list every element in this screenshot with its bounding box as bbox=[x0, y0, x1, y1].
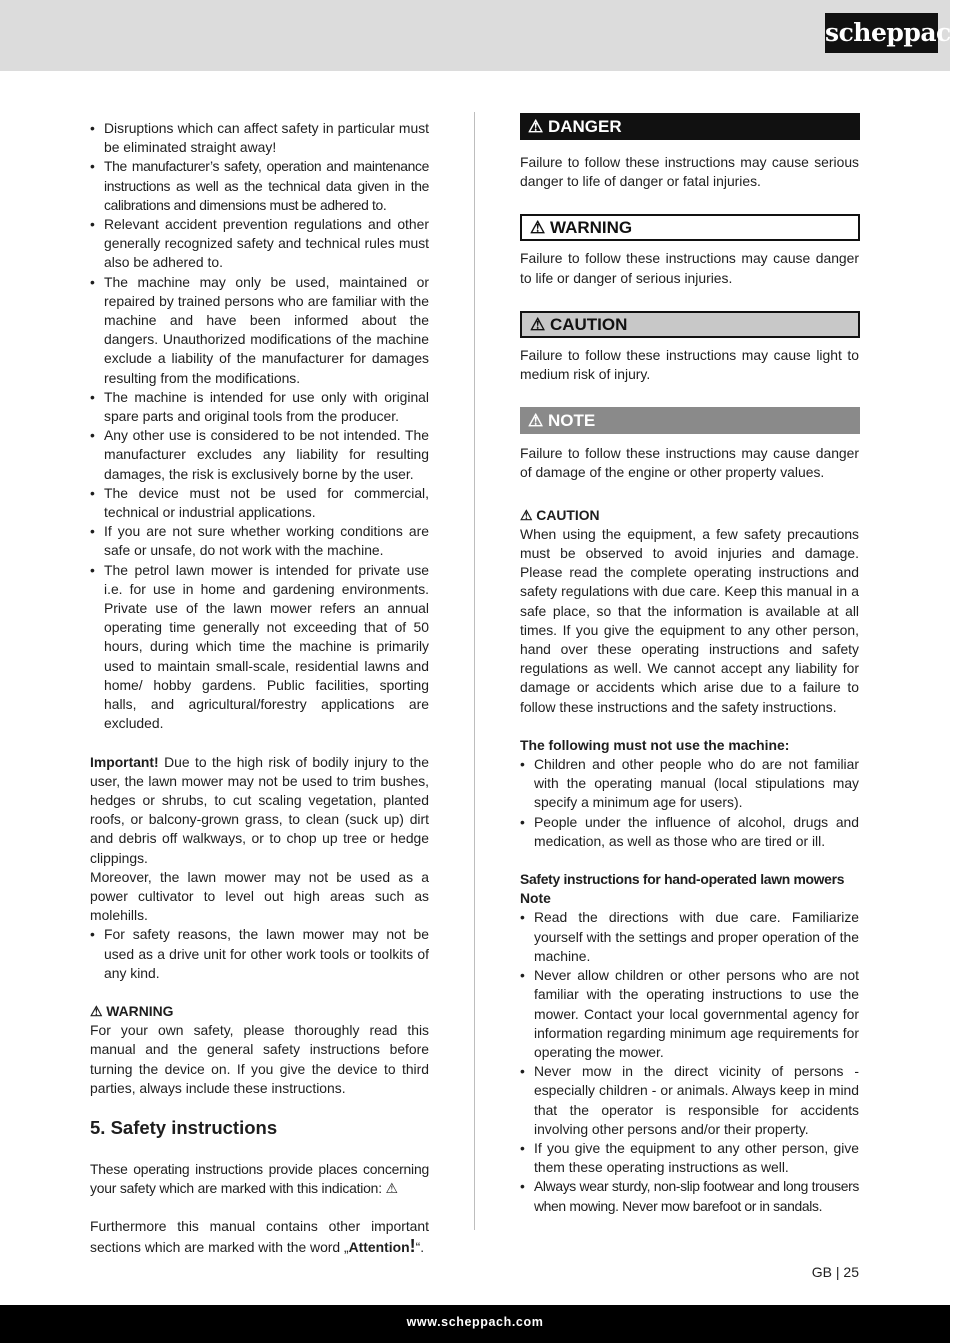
footer-bar bbox=[0, 1305, 950, 1343]
warning-label-box: ⚠ WARNING bbox=[520, 214, 860, 241]
section-title: 5. Safety instructions bbox=[90, 1116, 278, 1138]
warning-text: Failure to follow these instructions may cause danger to life or danger of serious injuries. bbox=[520, 250, 859, 286]
list-item: • Never allow children or other persons who are not familiar with the operating instructions to use the mower. Contact your local governmental agency for information regarding minimum age requirements for operating the mower. bbox=[520, 966, 859, 1062]
hand-mower-list bbox=[520, 908, 859, 1215]
list-item: • If you are not sure whether working conditions are safe or unsafe, do not work with the machine. bbox=[90, 522, 429, 560]
left-column bbox=[90, 119, 429, 1257]
important-text: Due to the high risk of bodily injury to the user, the lawn mower may not be used to trim bushes, hedges or shrubs, to cut scaling vegetation, planted roofs, or balcony-grown grass, to clean (suck up) dirt and debris off walkways, or to chop up tree or hedge clippings. bbox=[90, 753, 429, 866]
list-item: • Relevant accident prevention regulations and other generally recognized safety and technical rules must also be adhered to. bbox=[90, 215, 429, 273]
list-item: • The device must not be used for commercial, technical or industrial applications. bbox=[90, 484, 429, 522]
moreover-paragraph: Moreover, the lawn mower may not be used as a power cultivator to level out high areas such as molehills. bbox=[90, 868, 429, 924]
list-item: • Children and other people who do are not familiar with the operating manual (local stipulations may specify a minimum age for users). bbox=[520, 755, 859, 813]
important-paragraph bbox=[90, 753, 429, 868]
attention-suffix: “. bbox=[415, 1238, 425, 1255]
safety-bullet-list bbox=[90, 119, 429, 734]
danger-label-box: ⚠ DANGER bbox=[520, 113, 860, 140]
attention-mark: ! bbox=[409, 1235, 416, 1256]
drive-unit-list bbox=[90, 925, 429, 983]
list-item: • Disruptions which can affect safety in particular must be eliminated straight away! bbox=[90, 119, 429, 157]
attention-word: Attention bbox=[348, 1238, 410, 1255]
column-divider bbox=[474, 112, 475, 1230]
caution-text: Failure to follow these instructions may cause light to medium risk of injury. bbox=[520, 346, 859, 383]
list-item: • Any other use is considered to be not intended. The manufacturer excludes any liability for resulting damages, the risk is exclusively borne by the user. bbox=[90, 426, 429, 484]
danger-text: Failure to follow these instructions may cause serious danger to life of danger or fatal injuries. bbox=[520, 154, 859, 190]
list-item: • Read the directions with due care. Familiarize yourself with the settings and proper operation of the machine. bbox=[520, 908, 859, 966]
page-number: GB | 25 bbox=[811, 1264, 859, 1280]
footer-url-link[interactable]: www.scheppach.com bbox=[406, 1315, 544, 1329]
warning-paragraph: For your own safety, please thoroughly read this manual and the general safety instructions before turning the device on. If you give the device to third parties, always include these instructions. bbox=[90, 1022, 429, 1096]
note-label-box: ⚠ NOTE bbox=[520, 407, 860, 434]
list-item: • If you give the equipment to any other person, give them these operating instructions as well. bbox=[520, 1139, 859, 1177]
note-subheading: Note bbox=[520, 890, 551, 907]
right-column bbox=[520, 113, 859, 1216]
attention-paragraph bbox=[90, 1217, 429, 1256]
list-item: • The manufacturer’s safety, operation and maintenance instructions as well as the technical data given in the calibrations and dimensions must be adhered to. bbox=[90, 157, 429, 215]
not-use-list bbox=[520, 755, 859, 851]
list-item: • Always wear sturdy, non-slip footwear and long trousers when mowing. Never mow barefoot or in sandals. bbox=[520, 1177, 859, 1215]
caution-label-box: ⚠ CAUTION bbox=[520, 311, 860, 338]
caution-body: When using the equipment, a few safety precautions must be observed to avoid injuries and damage. Please read the complete operating instructions and safety regulations with due care. Keep this manual in a safe place, so that the information is available at all times. If you give the equipment to any other person, hand over these operating instructions and safety regulations as well. We cannot accept any liability for damage or accidents which arise due to a failure to follow these instructions and the safety instructions. bbox=[520, 525, 859, 715]
brand-logo: scheppach bbox=[825, 13, 938, 53]
list-item: • People under the influence of alcohol, drugs and medication, as well as those who are tired or ill. bbox=[520, 813, 859, 851]
attention-prefix: Furthermore this manual contains other important sections which are marked with the word „ bbox=[90, 1218, 429, 1255]
list-item: • The petrol lawn mower is intended for private use i.e. for use in home and gardening environments. Private use of the lawn mower refers an annual operating time generally not exceeding that of 50 hours, during which time the machine is primarily used to maintain small-scale, residential lawns and home/ hobby gardens. Public facilities, sporting halls, and agricultural/forestry applications are excluded. bbox=[90, 561, 429, 734]
important-label: Important! bbox=[90, 753, 159, 770]
list-item: • Never mow in the direct vicinity of persons - especially children - or animals. Always keep in mind that the operator is responsible for accidents involving other persons and/or their property. bbox=[520, 1062, 859, 1139]
list-item: • For safety reasons, the lawn mower may not be used as a drive unit for other work tools or toolkits of any kind. bbox=[90, 925, 429, 983]
list-item: • The machine is intended for use only with original spare parts and original tools from the producer. bbox=[90, 388, 429, 426]
warning-heading: ⚠ WARNING bbox=[90, 1002, 174, 1019]
note-text: Failure to follow these instructions may cause danger of damage of the engine or other property values. bbox=[520, 445, 859, 481]
section-intro: These operating instructions provide places concerning your safety which are marked with this indication: ⚠ bbox=[90, 1160, 429, 1197]
header-bar bbox=[0, 0, 968, 71]
list-item: • The machine may only be used, maintained or repaired by trained persons who are familiar with the machine and have been informed about the dangers. Unauthorized modifications of the machine exclude a liability of the manufacturer for damages resulting from the modifications. bbox=[90, 273, 429, 388]
caution-heading: ⚠ CAUTION bbox=[520, 506, 600, 523]
not-use-heading: The following must not use the machine: bbox=[520, 736, 790, 753]
hand-mower-heading: Safety instructions for hand-operated lawn mowers bbox=[520, 871, 845, 888]
